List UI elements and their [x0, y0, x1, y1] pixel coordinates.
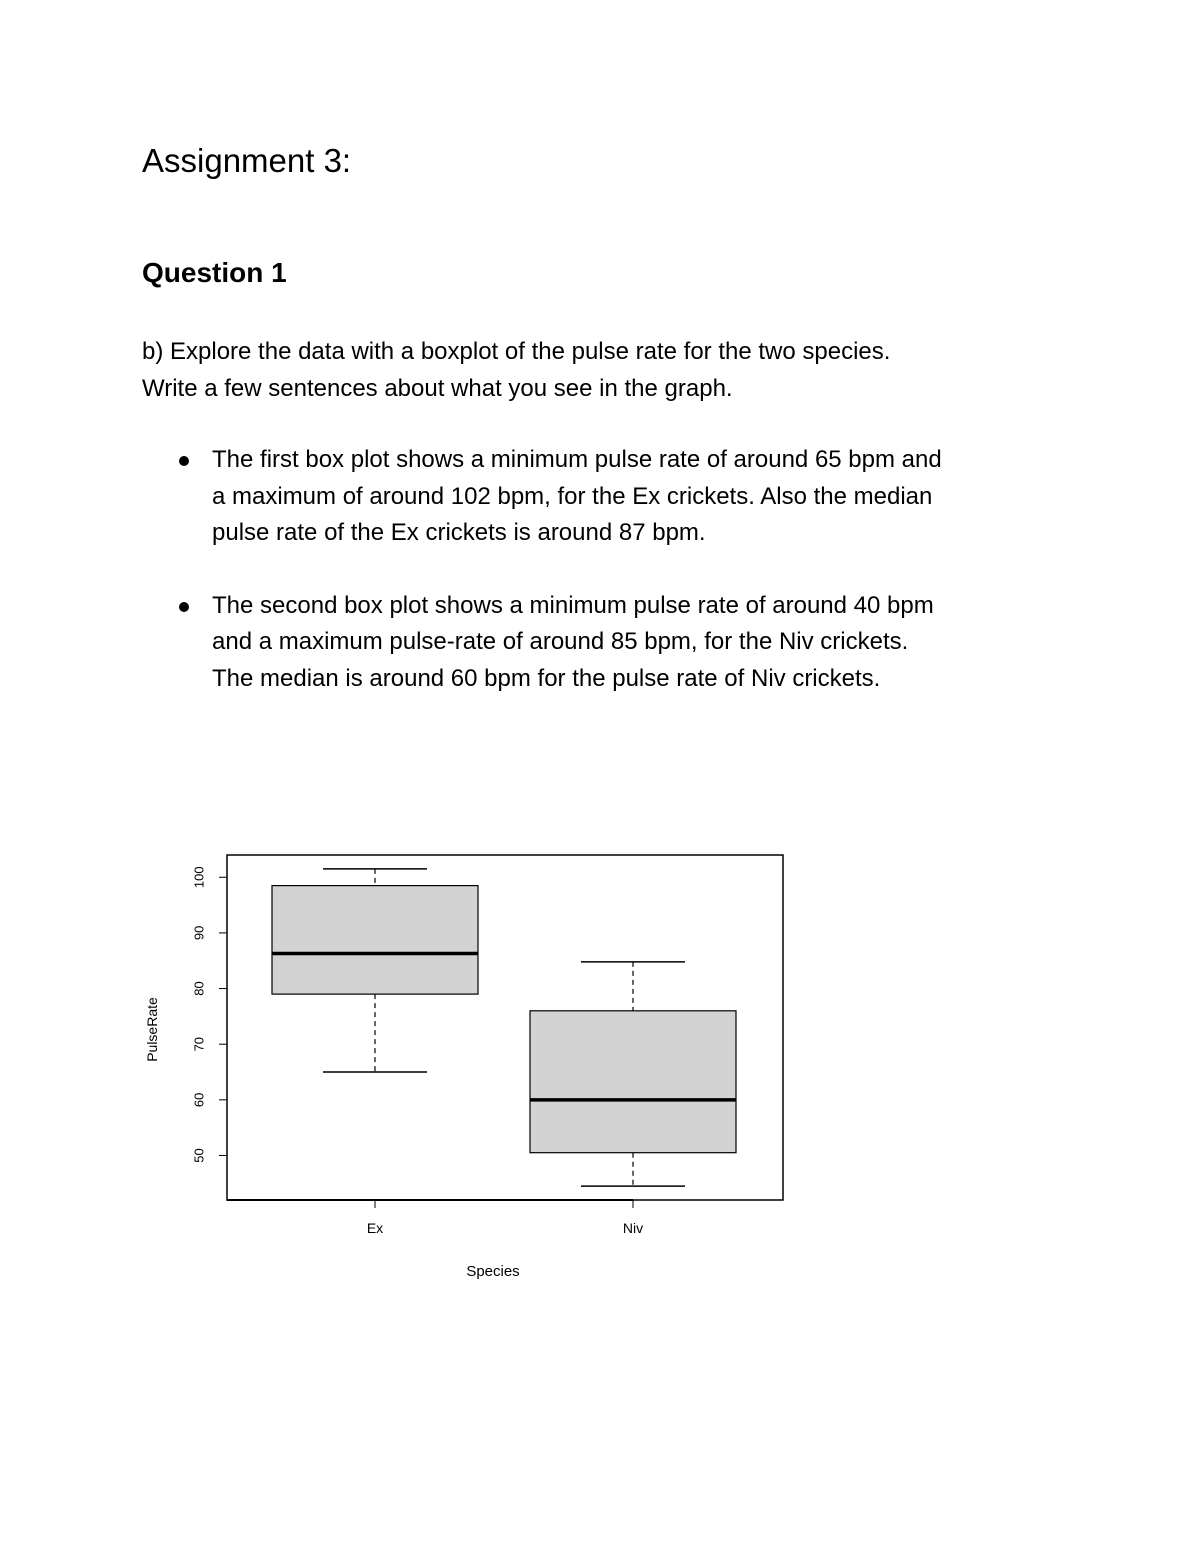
assignment-title: Assignment 3:: [142, 142, 352, 179]
y-tick-label: 80: [191, 981, 207, 996]
bullet-line: The second box plot shows a minimum pulse rate of around 40 bpm: [212, 591, 934, 619]
bullet-dot-icon: [179, 456, 189, 466]
x-axis-label: Species: [466, 1263, 520, 1280]
bullet-line: pulse rate of the Ex crickets is around 87 bpm.: [212, 519, 706, 546]
boxes-group: [272, 869, 736, 1186]
answer-bullet-list: [142, 442, 1082, 697]
iqr-box: [530, 1011, 736, 1153]
box-ex: [272, 869, 478, 1072]
iqr-box: [272, 886, 478, 995]
bullet-line: and a maximum pulse-rate of around 85 bpm, for the Niv crickets.: [212, 628, 909, 655]
bullet-dot-icon: [179, 602, 189, 612]
x-axis: [227, 1200, 643, 1236]
prompt-line: Write a few sentences about what you see in the graph.: [142, 374, 733, 402]
question-heading: Question 1: [142, 257, 287, 288]
bullet-line: a maximum of around 102 bpm, for the Ex crickets. Also the median: [212, 482, 933, 510]
x-tick-label: Ex: [366, 1220, 384, 1236]
x-tick-label: Niv: [622, 1220, 644, 1236]
boxplot-svg: [140, 850, 800, 1290]
bullet-line: The first box plot shows a minimum pulse rate of around 65 bpm and: [212, 446, 942, 473]
y-tick-label: 50: [191, 1148, 207, 1163]
y-tick-label: 100: [191, 866, 207, 889]
answer-bullet-ex: [142, 442, 1082, 552]
question-prompt: [142, 334, 1062, 407]
y-tick-label: 60: [191, 1092, 207, 1108]
box-niv: [530, 962, 736, 1186]
y-tick-label: 70: [191, 1036, 207, 1052]
y-tick-label: 90: [191, 925, 207, 941]
bullet-line: The median is around 60 bpm for the pulse rate of Niv crickets.: [212, 664, 881, 692]
prompt-line: b) Explore the data with a boxplot of the pulse rate for the two species.: [142, 338, 891, 365]
pulse-rate-boxplot: [140, 850, 800, 1290]
y-axis: [191, 866, 227, 1162]
answer-bullet-niv: [142, 588, 1082, 698]
y-axis-label: PulseRate: [144, 997, 160, 1062]
